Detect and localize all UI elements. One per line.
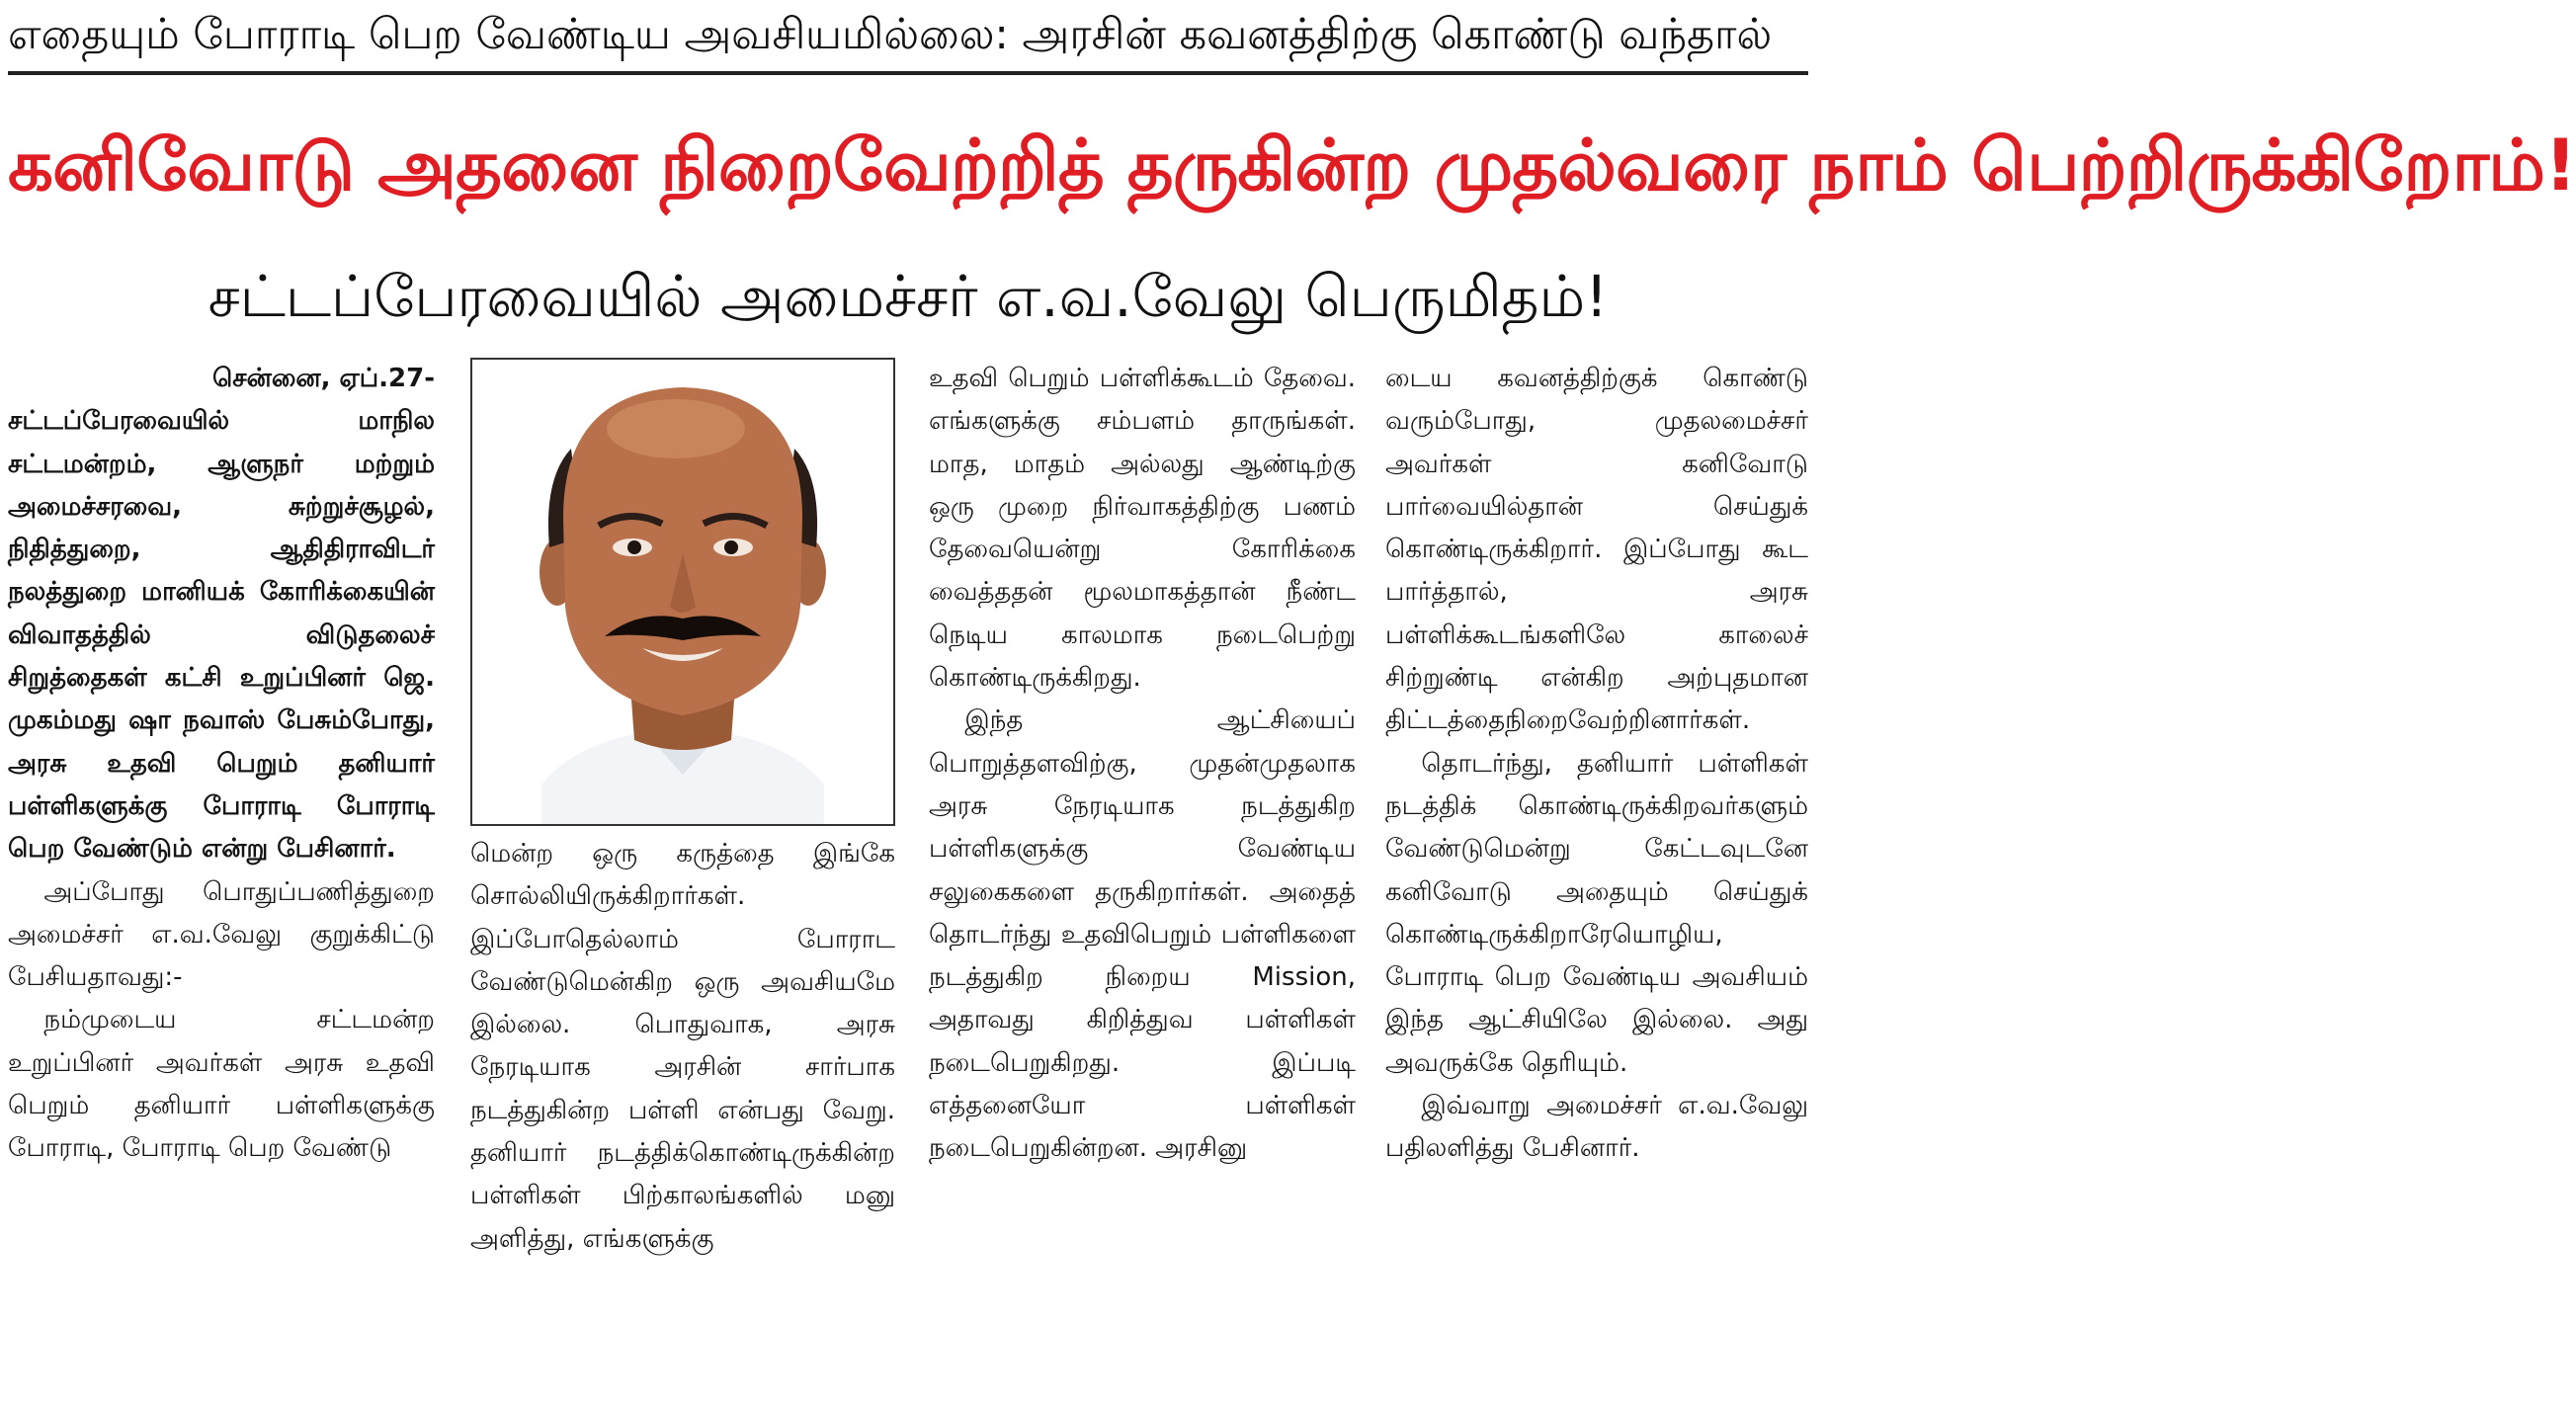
- minister-portrait-icon: [472, 360, 893, 824]
- article-paragraph: மென்ற ஒரு கருத்தை இங்கே சொல்லியிருக்கிறார்கள். இப்போதெல்லாம் போராட வேண்டுமென்கிற ஒரு அவசியமே இல்லை. பொதுவாக, அரசு நேரடியாக அரசின் சார்பாக நடத்துகின்ற பள்ளி என்பது வேறு. தனியார் நடத்திக்கொண்டிருக்கின்ற பள்ளிகள் பிற்காலங்களில் மனு அளித்து, எங்களுக்கு: [470, 839, 895, 1254]
- article-column-4: [1385, 358, 1808, 1405]
- article-paragraph: தொடர்ந்து, தனியார் பள்ளிகள் நடத்திக் கொண்டிருக்கிறவர்களும் வேண்டுமென்று கேட்டவுடனே கனிவோடு அதையும் செய்துக் கொண்டிருக்கிறாரேயொழிய, போராடி பெற வேண்டிய அவசியம் இந்த ஆட்சியிலே இல்லை. அது அவருக்கே தெரியும்.: [1385, 748, 1808, 1078]
- article-paragraph: நம்முடைய சட்டமன்ற உறுப்பினர் அவர்கள் அரசு உதவி பெறும் தனியார் பள்ளிகளுக்கு போராடி, போராடி பெற வேண்டு: [8, 1005, 435, 1164]
- article-column-3: [929, 358, 1356, 1405]
- sub-headline: சட்டப்பேரவையில் அமைச்சர் எ.வ.வேலு பெருமிதம்!: [208, 263, 1609, 330]
- dateline: சென்னை, ஏப்.27-: [211, 364, 435, 393]
- article-paragraph: இந்த ஆட்சியைப் பொறுத்தளவிற்கு, முதன்முதலாக அரசு நேரடியாக நடத்துகிற பள்ளிகளுக்கு வேண்டிய சலுகைகளை தருகிறார்கள். அதைத் தொடர்ந்து உதவிபெறும் பள்ளிகளை நடத்துகிற நிறைய Mission, அதாவது கிறித்துவ பள்ளிகள் நடைபெறுகிறது. இப்படி எத்தனையோ பள்ளிகள் நடைபெறுகின்றன. அரசினு: [929, 705, 1356, 1164]
- main-headline: கனிவோடு அதனை நிறைவேற்றித் தருகின்ற முதல்வரை நாம் பெற்றிருக்கிறோம்!: [8, 124, 2576, 207]
- article-paragraph: உதவி பெறும் பள்ளிக்கூடம் தேவை. எங்களுக்கு சம்பளம் தாருங்கள். மாத, மாதம் அல்லது ஆண்டிற்கு ஒரு முறை நிர்வாகத்திற்கு பணம் தேவையென்று கோரிக்கை வைத்ததன் மூலமாகத்தான் நீண்ட நெடிய காலமாக நடைபெற்று கொண்டிருக்கிறது.: [929, 364, 1356, 694]
- headline-rule: [8, 71, 1808, 75]
- article-column-1: [8, 358, 435, 1405]
- article-column-2: [470, 833, 895, 1405]
- kicker-headline: எதையும் போராடி பெற வேண்டிய அவசியமில்லை: அரசின் கவனத்திற்கு கொண்டு வந்தால்: [8, 10, 1773, 59]
- article-paragraph: இவ்வாறு அமைச்சர் எ.வ.வேலு பதிலளித்து பேசினார்.: [1385, 1091, 1808, 1164]
- article-paragraph: டைய கவனத்திற்குக் கொண்டு வரும்போது, முதலமைச்சர் அவர்கள் கனிவோடு பார்வையில்தான் செய்துக் கொண்டிருக்கிறார். இப்போது கூட பார்த்தால், அரசு பள்ளிக்கூடங்களிலே காலைச் சிற்றுண்டி என்கிற அற்புதமான திட்டத்தைநிறைவேற்றினார்கள்.: [1385, 364, 1808, 736]
- article-paragraph: அப்போது பொதுப்பணித்துறை அமைச்சர் எ.வ.வேலு குறுக்கிட்டு பேசியதாவது:-: [8, 876, 435, 993]
- article-lead: சட்டப்பேரவையில் மாநில சட்டமன்றம், ஆளுநர் மற்றும் அமைச்சரவை, சுற்றுச்சூழல், நிதித்துறை, ஆதிதிராவிடர் நலத்துறை மானியக் கோரிக்கையின் விவாதத்தில் விடுதலைச் சிறுத்தைகள் கட்சி உறுப்பினர் ஜெ. முகம்மது ஷா நவாஸ் பேசும்போது, அரசு உதவி பெறும் தனியார் பள்ளிகளுக்கு போராடி போராடி பெற வேண்டும் என்று பேசினார்.: [8, 406, 435, 865]
- minister-photo: [470, 358, 895, 826]
